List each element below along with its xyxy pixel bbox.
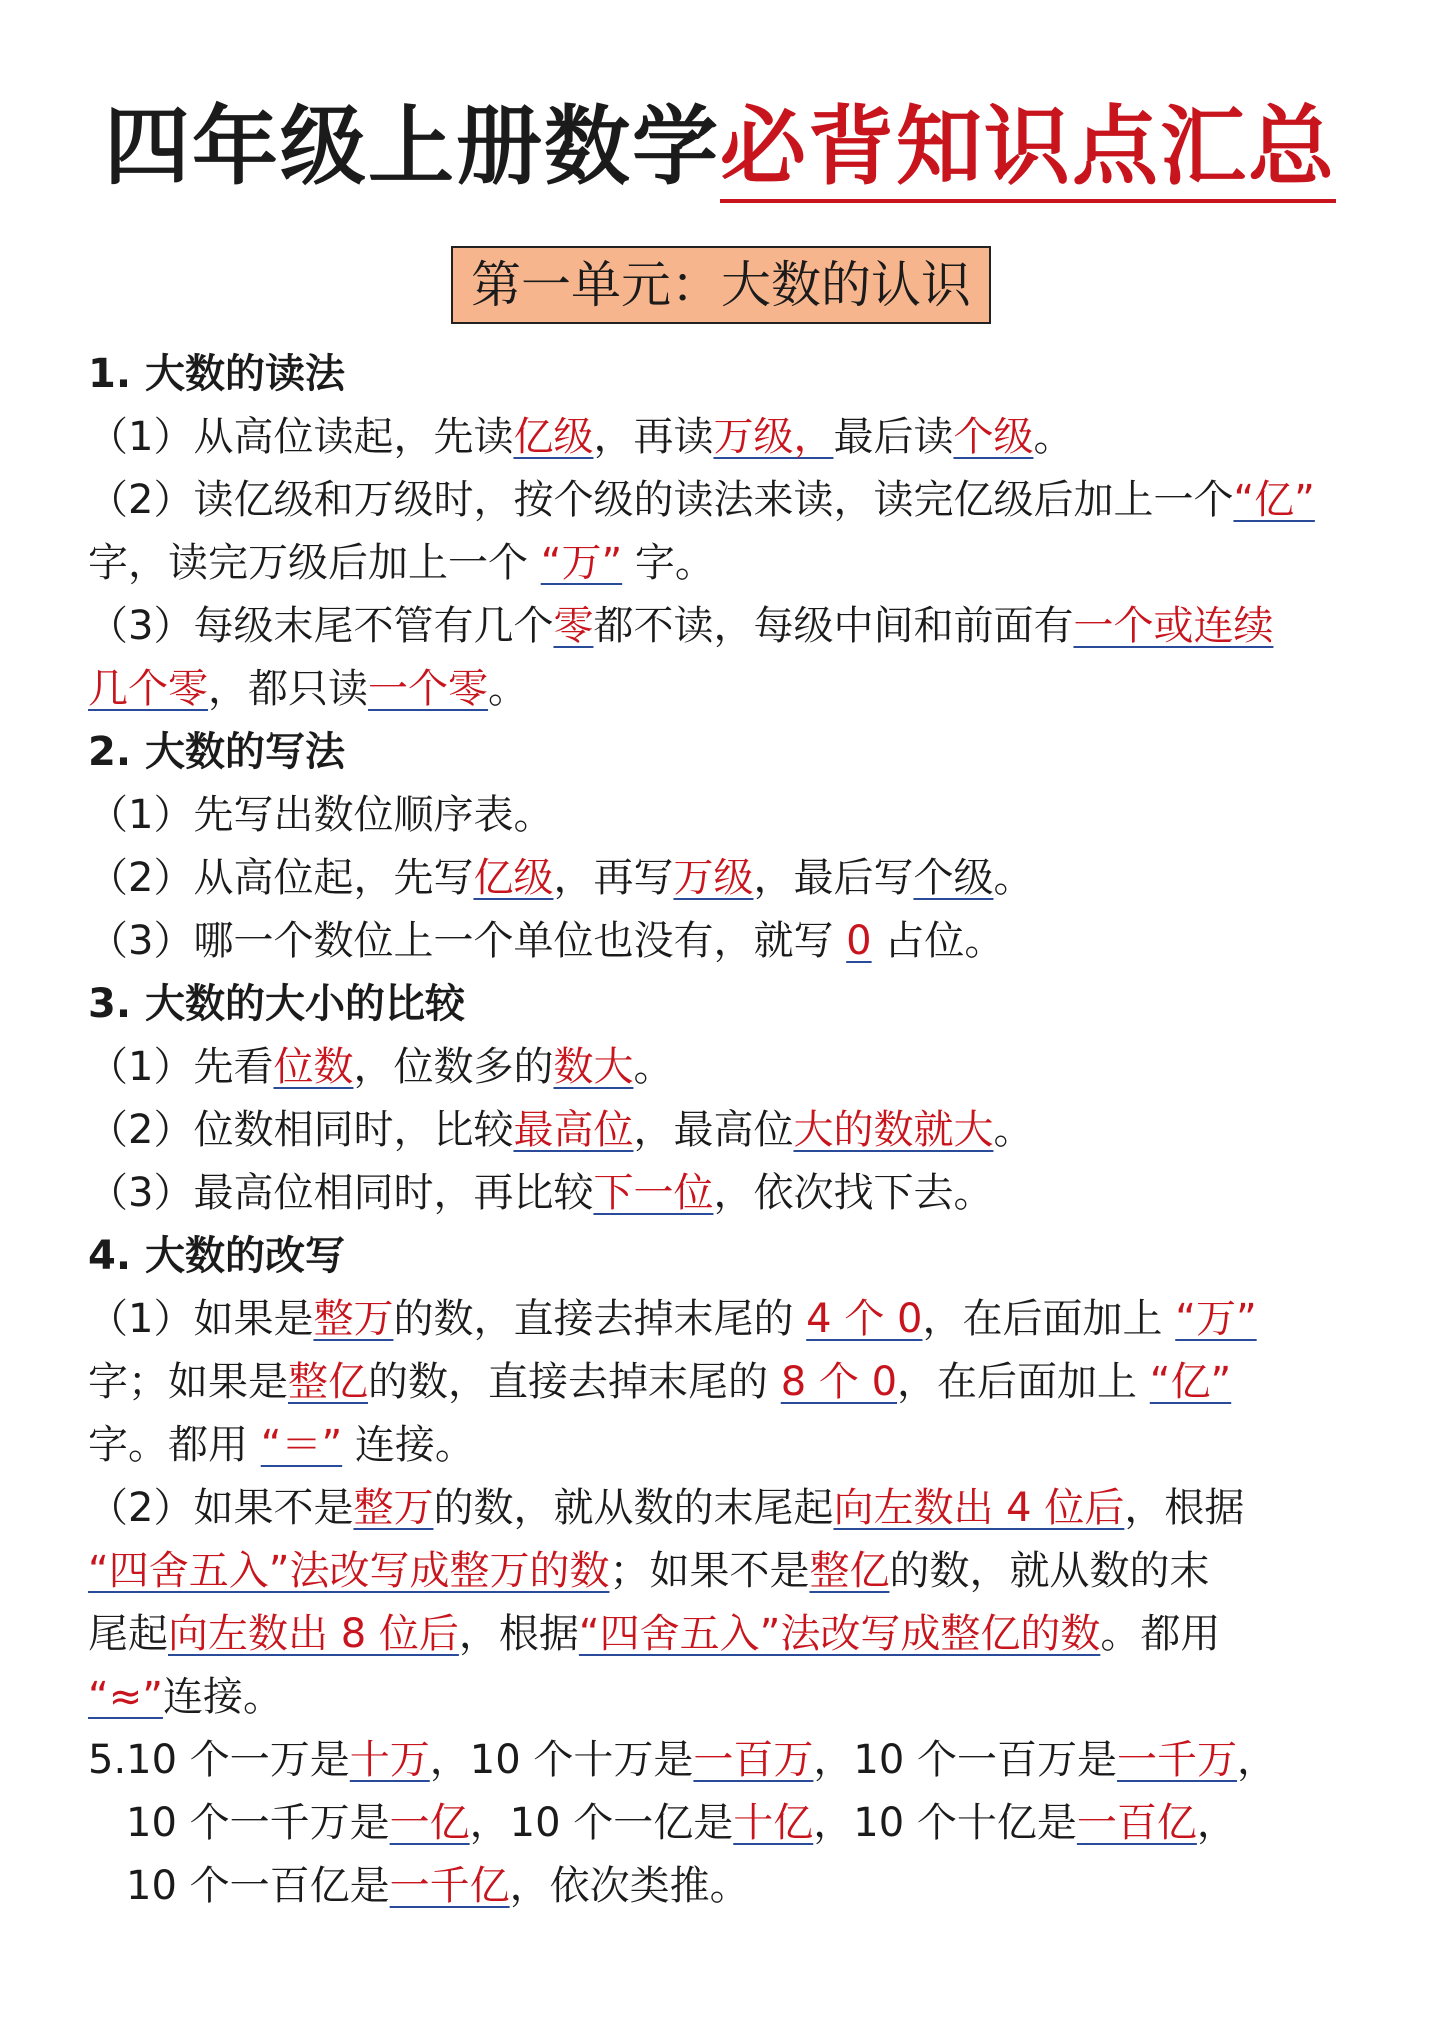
- text-line: [88, 910, 1368, 973]
- text-segment: 4. 大数的改写: [88, 1233, 345, 1279]
- text-segment: 的数，就从数的末: [889, 1548, 1210, 1594]
- answer-highlight: “＝”: [260, 1422, 343, 1468]
- text-segment: （1）如果是: [88, 1296, 314, 1342]
- text-segment: 10 个一百亿是: [126, 1863, 390, 1909]
- answer-highlight: “四舍五入”法改写成整万的数: [88, 1548, 610, 1594]
- answer-highlight: 下一位: [593, 1170, 714, 1216]
- text-segment: （3）每级末尾不管有几个: [88, 603, 554, 649]
- text-segment: 连接。: [342, 1422, 475, 1468]
- text-line: [88, 1414, 1368, 1477]
- answer-highlight: 整亿: [288, 1359, 368, 1405]
- answer-highlight: “亿”: [1233, 477, 1315, 523]
- text-line: [88, 847, 1368, 910]
- answer-highlight: “万”: [540, 540, 623, 586]
- text-line: [88, 1099, 1368, 1162]
- text-segment: ，在后面加上: [897, 1359, 1150, 1405]
- text-segment: ，在后面加上: [922, 1296, 1176, 1342]
- text-segment: ，: [1237, 1737, 1278, 1783]
- text-segment: 。: [1033, 414, 1074, 460]
- underlined-text: 个级: [913, 855, 994, 901]
- answer-highlight: 个级: [953, 414, 1034, 460]
- text-segment: （2）从高位起，先写: [88, 855, 474, 901]
- text-segment: （1）先写出数位顺序表。: [88, 792, 554, 838]
- section-heading: [88, 343, 1368, 406]
- text-segment: 字；如果是: [88, 1359, 288, 1405]
- answer-highlight: 整万: [313, 1296, 394, 1342]
- text-line: [88, 469, 1368, 532]
- answer-highlight: 一千亿: [389, 1863, 510, 1909]
- answer-highlight: 一百亿: [1076, 1800, 1197, 1846]
- text-segment: 的数，直接去掉末尾的: [393, 1296, 807, 1342]
- text-line: [88, 1666, 1368, 1729]
- text-line: [88, 1036, 1368, 1099]
- text-segment: 1. 大数的读法: [88, 351, 345, 397]
- answer-highlight: 零: [553, 603, 594, 649]
- section-heading: [88, 973, 1368, 1036]
- text-segment: 字，读完万级后加上一个: [88, 540, 541, 586]
- text-segment: （3）哪一个数位上一个单位也没有，就写: [88, 918, 847, 964]
- text-segment: （1）先看: [88, 1044, 274, 1090]
- answer-highlight: 亿级: [473, 855, 554, 901]
- text-segment: 字。都用: [88, 1422, 261, 1468]
- answer-highlight: 0: [846, 918, 872, 964]
- text-segment: 2. 大数的写法: [88, 729, 345, 775]
- text-segment: 。: [993, 855, 1034, 901]
- text-segment: ，10 个十亿是: [813, 1800, 1077, 1846]
- text-segment: ，根据: [458, 1611, 579, 1657]
- answer-highlight: 十万: [349, 1737, 430, 1783]
- text-segment: ，10 个一百万是: [813, 1737, 1118, 1783]
- text-segment: ，再读: [593, 414, 714, 460]
- text-segment: ，依次类推。: [509, 1863, 750, 1909]
- answer-highlight: 一亿: [389, 1800, 470, 1846]
- answer-highlight: “万”: [1175, 1296, 1257, 1342]
- text-segment: 的数，就从数的末尾起: [433, 1485, 834, 1531]
- answer-highlight: 大的数就大: [793, 1107, 994, 1153]
- answer-highlight: 一个零: [368, 666, 488, 712]
- answer-highlight: 万级，: [713, 414, 834, 460]
- text-segment: 占位。: [871, 918, 1005, 964]
- text-segment: ，根据: [1124, 1485, 1245, 1531]
- answer-highlight: 万级: [673, 855, 754, 901]
- text-line: [88, 1351, 1368, 1414]
- answer-highlight: 一千万: [1117, 1737, 1238, 1783]
- text-segment: ；如果不是: [609, 1548, 810, 1594]
- text-segment: ，位数多的: [353, 1044, 554, 1090]
- title-part1: 四年级上册数学: [104, 97, 720, 197]
- answer-highlight: 位数: [273, 1044, 354, 1090]
- title-double-underline: [728, 200, 1332, 203]
- text-segment: ，: [1196, 1800, 1237, 1846]
- answer-highlight: 一个或连续: [1073, 603, 1274, 649]
- section-heading: [88, 721, 1368, 784]
- unit-heading: 第一单元：大数的认识: [451, 246, 991, 324]
- text-segment: 10 个一千万是: [126, 1800, 390, 1846]
- text-line: [88, 1288, 1368, 1351]
- text-segment: （2）读亿级和万级时，按个级的读法来读，读完亿级后加上一个: [88, 477, 1234, 523]
- text-segment: ，最高位: [633, 1107, 794, 1153]
- text-segment: 连接。: [162, 1674, 283, 1720]
- text-line: [88, 1162, 1368, 1225]
- text-segment: （3）最高位相同时，再比较: [88, 1170, 594, 1216]
- text-segment: ，都只读: [208, 666, 368, 712]
- text-segment: 5.10 个一万是: [88, 1737, 350, 1783]
- text-segment: ，再写: [553, 855, 674, 901]
- text-segment: （1）从高位读起，先读: [88, 414, 514, 460]
- text-line: [88, 784, 1368, 847]
- answer-highlight: 最高位: [513, 1107, 634, 1153]
- text-segment: 字。: [622, 540, 715, 586]
- content-body: [88, 343, 1368, 1918]
- answer-highlight: “亿”: [1149, 1359, 1232, 1405]
- text-segment: 都不读，每级中间和前面有: [593, 603, 1074, 649]
- text-line: [88, 1477, 1368, 1540]
- text-line: [88, 1603, 1368, 1666]
- text-line: [88, 1792, 1368, 1855]
- text-segment: 的数，直接去掉末尾的: [368, 1359, 781, 1405]
- answer-highlight: 数大: [553, 1044, 634, 1090]
- answer-highlight: 整万: [353, 1485, 434, 1531]
- text-segment: 。: [488, 666, 528, 712]
- text-segment: 尾起: [88, 1611, 168, 1657]
- text-segment: 3. 大数的大小的比较: [88, 981, 465, 1027]
- title-part2: 必背知识点汇总: [720, 97, 1336, 203]
- text-line: [88, 532, 1368, 595]
- text-line: [88, 1729, 1368, 1792]
- text-segment: （2）如果不是: [88, 1485, 354, 1531]
- text-line: [88, 1540, 1368, 1603]
- text-segment: （2）位数相同时，比较: [88, 1107, 514, 1153]
- text-segment: 。: [993, 1107, 1034, 1153]
- answer-highlight: 整亿: [809, 1548, 890, 1594]
- answer-highlight: 8 个 0: [780, 1359, 898, 1405]
- text-segment: ，依次找下去。: [713, 1170, 994, 1216]
- text-segment: 最后读: [833, 414, 954, 460]
- answer-highlight: “四舍五入”法改写成整亿的数: [578, 1611, 1101, 1657]
- answer-highlight: 向左数出 8 位后: [168, 1611, 459, 1657]
- answer-highlight: 4 个 0: [806, 1296, 923, 1342]
- text-segment: 。: [633, 1044, 674, 1090]
- answer-highlight: 十亿: [733, 1800, 814, 1846]
- answer-highlight: 向左数出 4 位后: [833, 1485, 1125, 1531]
- text-line: [88, 595, 1368, 658]
- answer-highlight: “≈”: [88, 1674, 163, 1720]
- page-title: [0, 92, 1440, 202]
- text-segment: ，10 个一亿是: [469, 1800, 734, 1846]
- text-line: [88, 1855, 1368, 1918]
- text-line: [88, 406, 1368, 469]
- section-heading: [88, 1225, 1368, 1288]
- text-line: [88, 658, 1368, 721]
- answer-highlight: 几个零: [88, 666, 208, 712]
- answer-highlight: 亿级: [513, 414, 594, 460]
- text-segment: 。都用: [1100, 1611, 1221, 1657]
- text-segment: ，10 个十万是: [429, 1737, 694, 1783]
- text-segment: ，最后写: [753, 855, 914, 901]
- answer-highlight: 一百万: [693, 1737, 814, 1783]
